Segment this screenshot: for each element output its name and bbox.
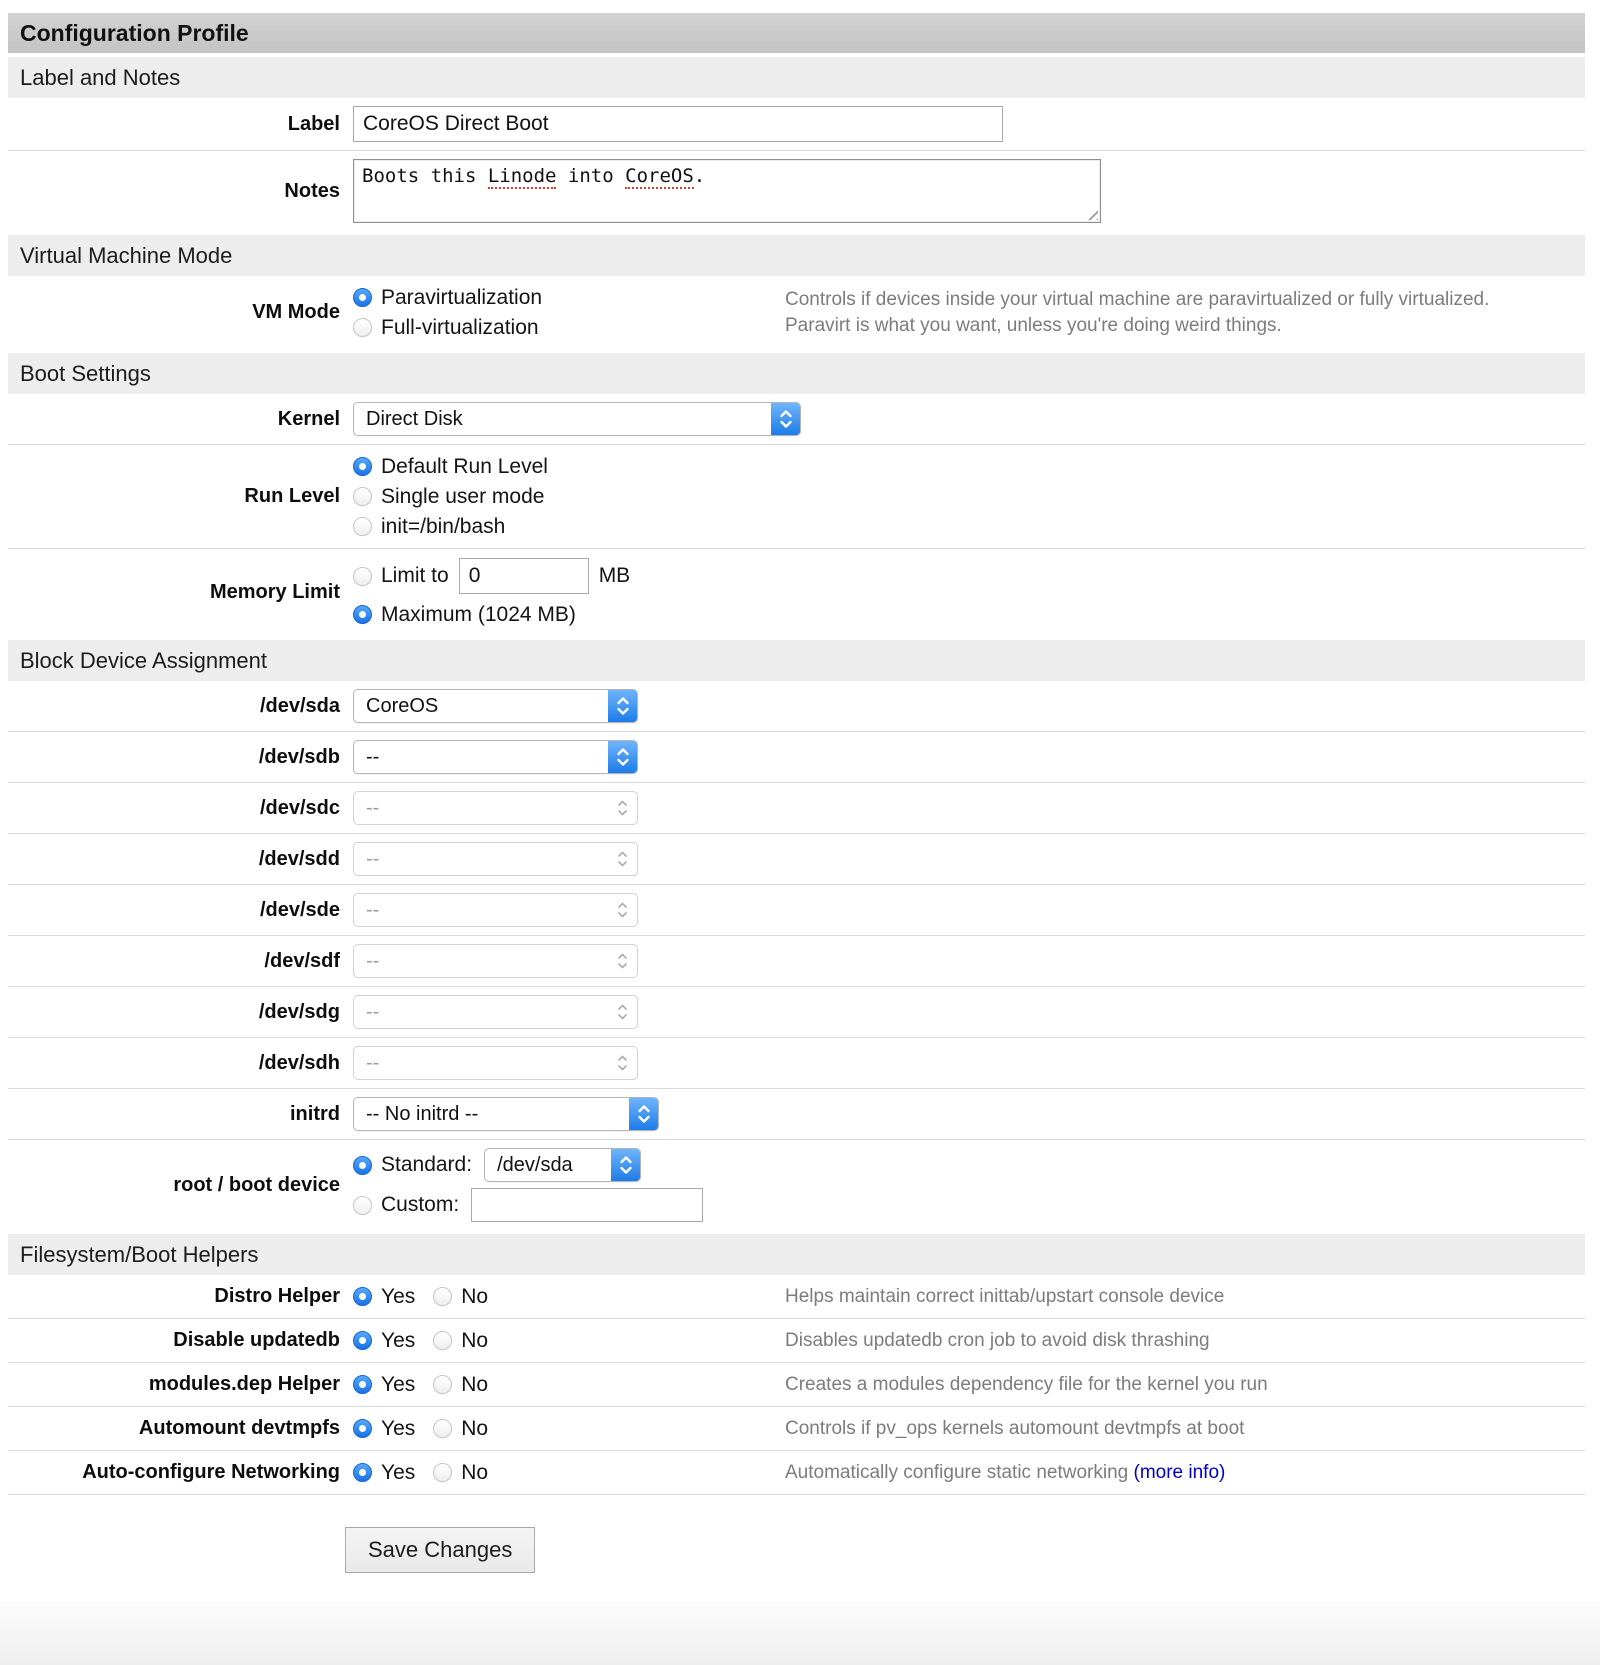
vm-mode-label: VM Mode: [252, 301, 340, 323]
radio-yes-checked-icon[interactable]: [353, 1375, 372, 1394]
radio-unchecked-icon[interactable]: [353, 318, 372, 337]
radio-unchecked-icon[interactable]: [353, 567, 372, 586]
page-title: Configuration Profile: [8, 13, 1585, 53]
kernel-label: Kernel: [277, 407, 340, 430]
device-sde-select: [353, 893, 638, 927]
device-sdh-select: [353, 1046, 638, 1080]
kernel-select[interactable]: [353, 402, 801, 436]
yes-label: Yes: [381, 1284, 416, 1308]
select-stepper-icon: [629, 1098, 658, 1130]
no-label: No: [461, 1416, 489, 1440]
notes-text: Boots this: [362, 165, 488, 187]
vm-mode-option-full-virtualization[interactable]: [353, 314, 753, 341]
root-boot-option-custom[interactable]: [353, 1188, 703, 1222]
device-row-sdh: [8, 1037, 1585, 1088]
helper-row-auto-configure-networking: [8, 1450, 1585, 1494]
memory-limit-input[interactable]: [459, 558, 589, 594]
radio-unchecked-icon[interactable]: [353, 1196, 372, 1215]
select-value: -- No initrd --: [366, 1102, 479, 1125]
radio-label: Standard:: [381, 1153, 473, 1176]
radio-label: Paravirtualization: [381, 285, 543, 309]
vm-mode-option-paravirtualization[interactable]: [353, 284, 753, 311]
page-footer-background: [0, 1601, 1600, 1665]
radio-label: Maximum (1024 MB): [381, 602, 576, 626]
helper-help-text: Helps maintain correct inittab/upstart console device: [785, 1285, 1225, 1307]
select-stepper-icon: [608, 690, 637, 722]
radio-no-unchecked-icon[interactable]: [433, 1331, 452, 1350]
radio-yes-checked-icon[interactable]: [353, 1419, 372, 1438]
select-value: --: [366, 949, 380, 972]
yes-label: Yes: [381, 1328, 416, 1352]
device-row-sde: [8, 884, 1585, 935]
radio-checked-icon[interactable]: [353, 288, 372, 307]
helper-help-text: [785, 1460, 1585, 1486]
notes-textarea[interactable]: [353, 159, 1101, 223]
select-stepper-icon: [771, 403, 800, 435]
radio-label: Custom:: [381, 1193, 460, 1216]
select-stepper-disabled-icon: [608, 996, 637, 1028]
helper-row-disable-updatedb: [8, 1318, 1585, 1362]
label-row: [8, 98, 1585, 150]
root-boot-device-label: root / boot device: [173, 1173, 340, 1196]
radio-label: Limit to: [381, 564, 449, 587]
device-sdd-select: [353, 842, 638, 876]
radio-label: Default Run Level: [381, 454, 548, 478]
select-value: --: [366, 847, 380, 870]
select-stepper-disabled-icon: [608, 894, 637, 926]
device-row-sdd: [8, 833, 1585, 884]
label-input[interactable]: [353, 106, 1003, 142]
run-level-label: Run Level: [244, 485, 340, 507]
initrd-select[interactable]: [353, 1097, 659, 1131]
helper-label: Disable updatedb: [173, 1329, 340, 1351]
no-label: No: [461, 1328, 489, 1352]
device-label: /dev/sda: [259, 694, 340, 717]
select-stepper-icon: [611, 1149, 640, 1181]
device-sdb-select[interactable]: [353, 740, 638, 774]
notes-text: into: [556, 165, 626, 187]
helper-row-automount-devtmpfs: [8, 1406, 1585, 1450]
radio-no-unchecked-icon[interactable]: [433, 1419, 452, 1438]
notes-row: [8, 150, 1585, 231]
vm-mode-help-text: Controls if devices inside your virtual machine are paravirtualized or fully virtualized. Paravirt is what you want, unless you're doing weird things.: [785, 288, 1490, 336]
helper-label: Distro Helper: [214, 1285, 340, 1307]
device-row-sdc: [8, 782, 1585, 833]
device-label: /dev/sdg: [258, 1000, 340, 1023]
notes-misspelled-word: CoreOS: [625, 165, 694, 187]
helper-label: modules.dep Helper: [148, 1373, 340, 1395]
select-value: --: [366, 898, 380, 921]
section-label-and-notes: Label and Notes: [8, 57, 1585, 98]
section-virtual-machine-mode: Virtual Machine Mode: [8, 235, 1585, 276]
root-boot-option-standard[interactable]: [353, 1148, 703, 1182]
no-label: No: [461, 1372, 489, 1396]
section-filesystem-boot-helpers: Filesystem/Boot Helpers: [8, 1234, 1585, 1275]
device-label: /dev/sdb: [258, 745, 340, 768]
radio-label: Full-virtualization: [381, 315, 539, 339]
memory-limit-option-maximum[interactable]: [353, 601, 630, 628]
device-sda-select[interactable]: [353, 689, 638, 723]
yes-label: Yes: [381, 1460, 416, 1484]
run-level-option-init-bash[interactable]: [353, 513, 548, 540]
helper-help-text-part: Automatically configure static networking: [785, 1461, 1134, 1483]
select-value: CoreOS: [366, 694, 439, 717]
radio-yes-checked-icon[interactable]: [353, 1331, 372, 1350]
device-row-sda: [8, 681, 1585, 731]
helper-help-text: Controls if pv_ops kernels automount devtmpfs at boot: [785, 1417, 1245, 1439]
radio-unchecked-icon[interactable]: [353, 487, 372, 506]
helper-row-modules-dep: [8, 1362, 1585, 1406]
helper-help-text: Disables updatedb cron job to avoid disk thrashing: [785, 1329, 1210, 1351]
device-label: /dev/sdh: [258, 1051, 340, 1074]
label-field-label: Label: [287, 112, 340, 135]
select-value: --: [366, 1051, 380, 1074]
radio-checked-icon[interactable]: [353, 457, 372, 476]
initrd-label: initrd: [290, 1102, 340, 1125]
memory-limit-row: [8, 548, 1585, 636]
kernel-row: [8, 394, 1585, 444]
helper-label: Auto-configure Networking: [82, 1461, 340, 1483]
notes-text: .: [693, 165, 706, 187]
select-stepper-disabled-icon: [608, 843, 637, 875]
more-info-link[interactable]: (more info): [1133, 1461, 1226, 1483]
helper-label: Automount devtmpfs: [138, 1417, 340, 1439]
device-label: /dev/sde: [259, 898, 340, 921]
run-level-row: [8, 444, 1585, 548]
yes-label: Yes: [381, 1372, 416, 1396]
radio-no-unchecked-icon[interactable]: [433, 1287, 452, 1306]
helper-help-text: Creates a modules dependency file for the kernel you run: [785, 1373, 1268, 1395]
radio-label: Single user mode: [381, 484, 545, 508]
root-boot-device-row: [8, 1139, 1585, 1230]
device-sdg-select: [353, 995, 638, 1029]
memory-limit-option-limit-to[interactable]: [353, 557, 630, 595]
select-value: /dev/sda: [497, 1153, 573, 1176]
select-value: --: [366, 745, 380, 768]
save-area: [8, 1494, 1585, 1601]
notes-field-label: Notes: [284, 179, 340, 202]
run-level-option-single-user[interactable]: [353, 483, 548, 510]
yes-label: Yes: [381, 1416, 416, 1440]
radio-checked-icon[interactable]: [353, 605, 372, 624]
radio-label: init=/bin/bash: [381, 514, 506, 538]
radio-no-unchecked-icon[interactable]: [433, 1463, 452, 1482]
device-row-sdg: [8, 986, 1585, 1037]
device-label: /dev/sdf: [264, 949, 340, 972]
radio-yes-checked-icon[interactable]: [353, 1463, 372, 1482]
notes-misspelled-word: Linode: [487, 165, 557, 187]
device-sdc-select: [353, 791, 638, 825]
memory-unit-label: MB: [598, 564, 631, 587]
no-label: No: [461, 1460, 489, 1484]
no-label: No: [461, 1284, 489, 1308]
initrd-row: [8, 1088, 1585, 1139]
select-stepper-disabled-icon: [608, 792, 637, 824]
save-changes-button[interactable]: Save Changes: [345, 1527, 535, 1573]
radio-no-unchecked-icon[interactable]: [433, 1375, 452, 1394]
select-value: Direct Disk: [366, 407, 463, 430]
device-row-sdb: [8, 731, 1585, 782]
device-label: /dev/sdc: [259, 796, 340, 819]
select-stepper-icon: [608, 741, 637, 773]
run-level-option-default[interactable]: [353, 453, 548, 480]
device-row-sdf: [8, 935, 1585, 986]
select-value: --: [366, 1000, 380, 1023]
select-value: --: [366, 796, 380, 819]
textarea-resize-grip-icon[interactable]: [1084, 206, 1098, 220]
radio-checked-icon[interactable]: [353, 1156, 372, 1175]
standard-device-select[interactable]: [484, 1148, 641, 1182]
helper-row-distro-helper: [8, 1275, 1585, 1318]
select-stepper-disabled-icon: [608, 1047, 637, 1079]
select-stepper-disabled-icon: [608, 945, 637, 977]
device-sdf-select: [353, 944, 638, 978]
device-label: /dev/sdd: [258, 847, 340, 870]
vm-mode-row: [8, 276, 1585, 349]
custom-device-input[interactable]: [471, 1188, 703, 1222]
memory-limit-label: Memory Limit: [209, 581, 340, 603]
section-boot-settings: Boot Settings: [8, 353, 1585, 394]
section-block-device-assignment: Block Device Assignment: [8, 640, 1585, 681]
radio-yes-checked-icon[interactable]: [353, 1287, 372, 1306]
radio-unchecked-icon[interactable]: [353, 517, 372, 536]
